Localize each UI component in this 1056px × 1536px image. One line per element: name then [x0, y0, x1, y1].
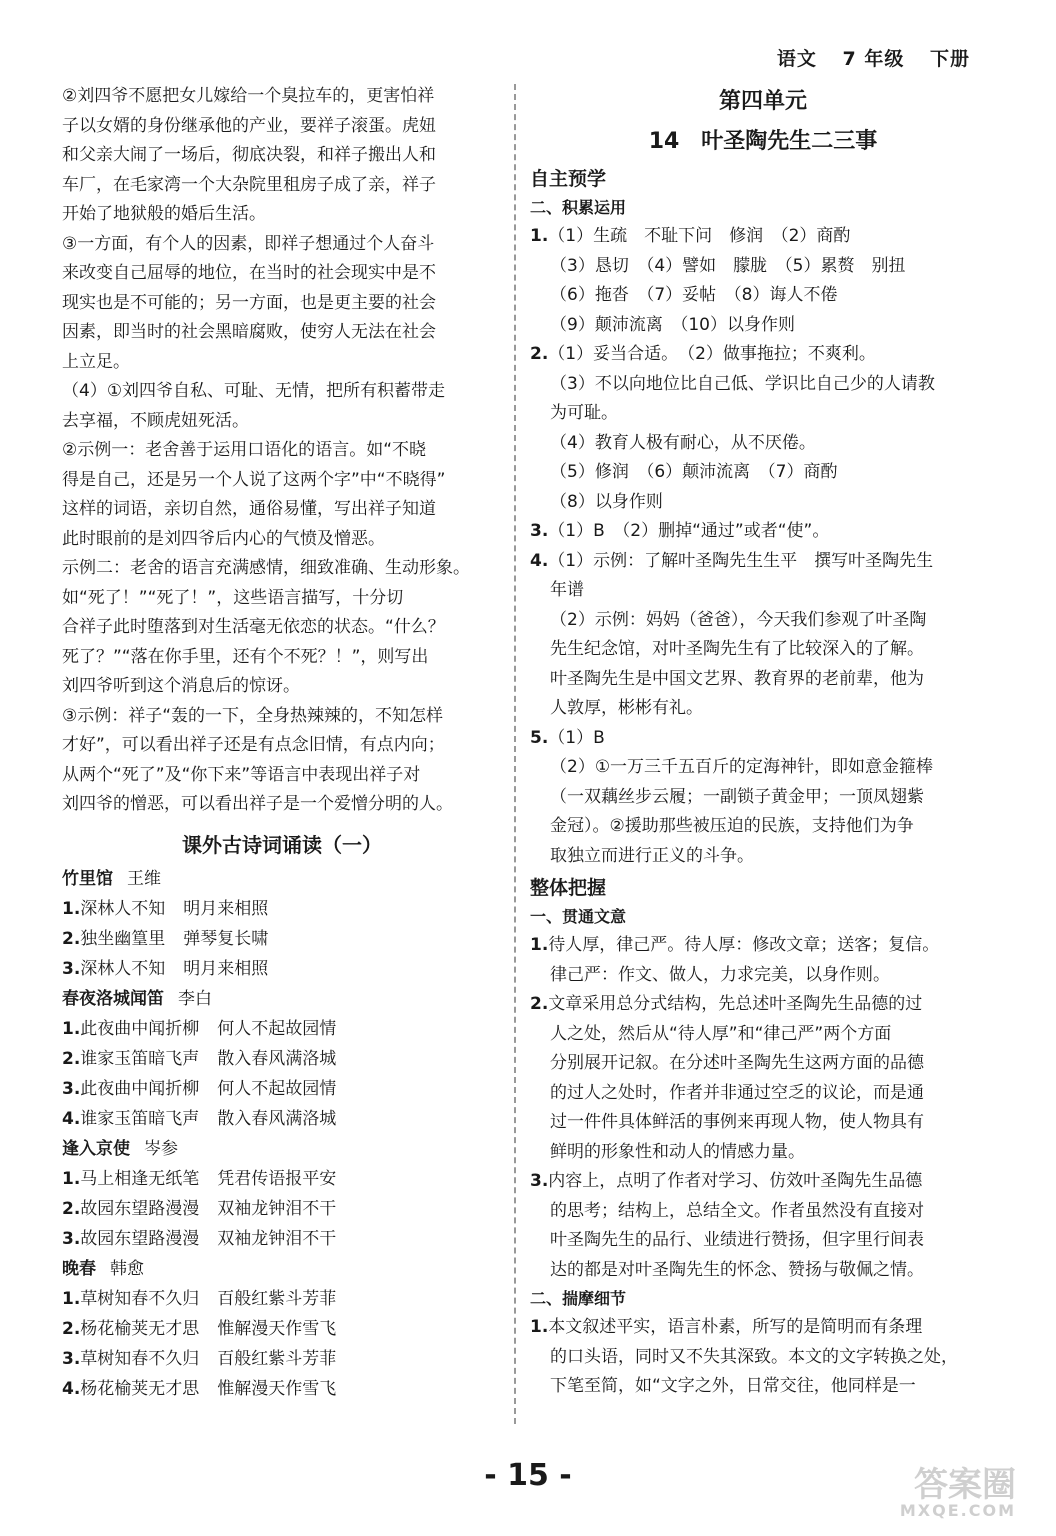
item-number: 2. — [530, 344, 549, 364]
item-number: 1. — [530, 1317, 549, 1337]
answer-text: 内容上，点明了作者对学习、仿效叶圣陶先生品德 — [548, 1171, 923, 1191]
text-line: 这样的词语，亲切自然，通俗易懂，写出祥子知道 — [62, 499, 436, 519]
answer-text: 人敦厚，彬彬有礼。 — [550, 698, 703, 718]
poem-line-b: 何人不起故园情 — [217, 1018, 337, 1039]
poem-line-a: 谁家玉笛暗飞声 — [80, 1108, 200, 1129]
answer-text: 律己严：作文、做人，力求完美，以身作则。 — [550, 964, 890, 985]
poem-line-a: 深林人不知 — [80, 898, 166, 919]
answer-text: （4）教育人极有耐心，从不厌倦。 — [550, 432, 816, 453]
poem-line-b: 明月来相照 — [183, 898, 269, 919]
answer-line — [530, 1372, 996, 1402]
answer-line — [530, 429, 996, 459]
poem-answer-row — [62, 1194, 502, 1224]
section-title-ancient-poems: 课外古诗词诵读（一） — [182, 832, 382, 857]
header-subject: 语文 — [776, 48, 817, 70]
answer-text: （3）不以向地位比自己低、学识比自己少的人请教 — [550, 373, 935, 394]
answer-text: （2）示例：妈妈（爸爸），今天我们参观了叶圣陶 — [550, 609, 927, 630]
text-line: 刘四爷的憎恶，可以看出祥子是一个爱憎分明的人。 — [62, 794, 453, 814]
poem-line-b: 弹琴复长啸 — [183, 928, 269, 949]
answer-text: 鲜明的形象性和动人的情感力量。 — [550, 1141, 805, 1162]
text-line: 子以女婿的身份继承他的产业，要祥子滚蛋。虎妞 — [62, 115, 436, 136]
poem-answer-row — [62, 1014, 502, 1044]
answer-line — [530, 1343, 996, 1373]
poem-line-b: 散入春风满洛城 — [217, 1108, 337, 1129]
item-number: 4. — [62, 1378, 81, 1399]
poem-line-b: 百般红紫斗芳菲 — [217, 1348, 337, 1369]
poem-answer-row — [62, 1284, 502, 1314]
poem-line-a: 故园东望路漫漫 — [80, 1198, 200, 1219]
item-number: 4. — [62, 1108, 81, 1129]
item-number: 3. — [62, 1228, 81, 1249]
subheading-details: 二、揣摩细节 — [530, 1289, 627, 1308]
poem-line-a: 深林人不知 — [80, 958, 166, 979]
poem-line-a: 谁家玉笛暗飞声 — [80, 1048, 200, 1069]
text-line: 来改变自己屈辱的地位，在当时的社会现实中是不 — [62, 263, 436, 283]
item-number: 1. — [530, 226, 549, 246]
poem-title — [62, 1254, 502, 1284]
item-number: 5. — [530, 727, 549, 748]
answer-text: 叶圣陶先生的品行、业绩进行赞扬，但字里行间表 — [550, 1230, 924, 1250]
text-line: 因素，即当时的社会黑暗腐败，使穷人无法在社会 — [62, 322, 436, 342]
text-line: 此时眼前的是刘四爷后内心的气愤及憎恶。 — [62, 528, 385, 549]
poem-line-a: 杨花榆荚无才思 — [80, 1378, 200, 1399]
answer-text: 年谱 — [550, 580, 584, 600]
poem-answer-row — [62, 894, 502, 924]
poem-line-a: 故园东望路漫漫 — [80, 1228, 200, 1249]
answer-text: （9）颠沛流离 （10）以身作则 — [550, 314, 795, 335]
poem-name: 春夜洛城闻笛 — [62, 988, 164, 1009]
answer-line — [530, 399, 996, 429]
answer-line — [530, 606, 996, 636]
answer-block-accumulation — [530, 222, 996, 871]
answer-text: （3）恳切 （4）譬如 朦胧 （5）累赘 别扭 — [550, 255, 906, 276]
text-line: 得是自己，还是另一个人说了这两个字”中“不晓得” — [62, 469, 446, 490]
answer-text: 的口头语，同时又不失其深致。本文的文字转换之处， — [550, 1346, 958, 1367]
answer-text: （1）B （2）删掉“通过”或者“使”。 — [548, 521, 830, 541]
poem-author: 李白 — [178, 988, 212, 1009]
answer-text: 先生纪念馆，对叶圣陶先生有了比较深入的了解。 — [550, 639, 924, 659]
answer-line — [530, 812, 996, 842]
page-number: - 15 - — [484, 1458, 572, 1493]
poem-answer-row — [62, 1374, 502, 1404]
page-header — [759, 44, 970, 71]
answer-text: 过一件件具体鲜活的事例来再现人物，使人物具有 — [550, 1112, 924, 1132]
poem-answer-row — [62, 1314, 502, 1344]
text-line: 才好”，可以看出祥子还是有点念旧情，有点内向； — [62, 735, 445, 755]
poem-line-b: 凭君传语报平安 — [217, 1168, 337, 1189]
poem-author: 岑参 — [144, 1138, 178, 1159]
answer-line — [530, 694, 996, 724]
answer-line — [530, 340, 996, 370]
poem-line-a: 草树知春不久归 — [80, 1288, 200, 1309]
answer-line — [530, 1313, 996, 1343]
item-number: 2. — [62, 1048, 81, 1069]
answer-line — [530, 990, 996, 1020]
text-line: 上立足。 — [62, 351, 130, 372]
answer-line — [530, 252, 996, 282]
text-line: 去享福，不顾虎妞死活。 — [62, 410, 249, 431]
text-line: 车厂，在毛家湾一个大杂院里租房子成了亲，祥子 — [62, 174, 436, 195]
answer-line — [530, 1197, 996, 1227]
answer-line — [530, 1049, 996, 1079]
text-line: 从两个“死了”及“你下来”等语言中表现出祥子对 — [62, 764, 421, 785]
poem-answer-row — [62, 924, 502, 954]
item-number: 2. — [62, 1318, 81, 1339]
header-grade: 7 年级 — [842, 48, 905, 70]
poem-title — [62, 984, 502, 1014]
text-line: 现实也是不可能的；另一方面，也是更主要的社会 — [62, 292, 436, 313]
poem-line-a: 此夜曲中闻折柳 — [80, 1078, 200, 1099]
poem-name: 竹里馆 — [62, 868, 113, 889]
poem-line-a: 杨花榆荚无才思 — [80, 1318, 200, 1339]
answer-text: 的思考；结构上，总结全文。作者虽然没有直接对 — [550, 1200, 924, 1221]
text-line: 合祥子此时堕落到对生活毫无依恋的状态。“什么？ — [62, 617, 445, 637]
poem-line-b: 明月来相照 — [183, 958, 269, 979]
answer-line — [530, 961, 996, 991]
answer-text: 的过人之处时，作者并非通过空乏的议论，而是通 — [550, 1082, 924, 1103]
header-volume: 下册 — [929, 48, 970, 70]
text-line: ③示例：祥子“轰的一下，全身热辣辣的，不知怎样 — [62, 705, 444, 726]
poem-author: 韩愈 — [110, 1258, 144, 1279]
item-number: 1. — [62, 1288, 81, 1309]
answer-text: （1）示例：了解叶圣陶先生生平 撰写叶圣陶先生 — [548, 550, 934, 571]
column-divider — [514, 84, 516, 1424]
poem-line-a: 此夜曲中闻折柳 — [80, 1018, 200, 1039]
subheading-understanding: 一、贯通文意 — [530, 907, 627, 926]
answer-text: 叶圣陶先生是中国文艺界、教育界的老前辈，他为 — [550, 668, 924, 689]
item-number: 1. — [62, 898, 81, 919]
poem-line-a: 独坐幽篁里 — [80, 928, 166, 949]
answer-text: 为可耻。 — [550, 403, 618, 423]
subheading-accumulation: 二、积累运用 — [530, 198, 627, 217]
answer-block-details — [530, 1313, 996, 1402]
answer-line — [530, 665, 996, 695]
watermark-main: 答案圈 — [914, 1465, 1016, 1505]
poem-answer-row — [62, 1104, 502, 1134]
item-number: 4. — [530, 550, 549, 571]
answer-line — [530, 1020, 996, 1050]
item-number: 3. — [62, 1348, 81, 1369]
poem-author: 王维 — [127, 868, 161, 889]
poem-title — [62, 1134, 502, 1164]
poem-answer-row — [62, 1224, 502, 1254]
unit-title: 第四单元 — [718, 89, 807, 114]
answer-line — [530, 842, 996, 872]
text-line: ②刘四爷不愿把女儿嫁给一个臭拉车的，更害怕祥 — [62, 86, 435, 106]
answer-text: （5）修润 （6）颠沛流离 （7）商酌 — [550, 462, 838, 482]
part-heading-self-study: 自主预学 — [530, 168, 607, 190]
answer-line — [530, 1167, 996, 1197]
answer-line — [530, 931, 996, 961]
poem-line-a: 马上相逢无纸笔 — [80, 1168, 200, 1189]
left-column — [62, 82, 502, 1404]
answer-line — [530, 458, 996, 488]
answer-text: 文章采用总分式结构，先总述叶圣陶先生品德的过 — [548, 994, 923, 1014]
item-number: 3. — [530, 1171, 549, 1191]
text-line: 刘四爷听到这个消息后的惊讶。 — [62, 676, 300, 696]
poem-line-b: 双袖龙钟泪不干 — [217, 1228, 337, 1249]
text-line: 死了？”“落在你手里，还有个不死？！”，则写出 — [62, 646, 429, 667]
poem-answer-row — [62, 1344, 502, 1374]
answer-line — [530, 635, 996, 665]
answer-line — [530, 576, 996, 606]
answer-line — [530, 1138, 996, 1168]
answer-text: 人之处，然后从“待人厚”和“律己严”两个方面 — [550, 1023, 892, 1044]
answer-line — [530, 370, 996, 400]
answer-text: 金冠）。②援助那些被压迫的民族，支持他们为争 — [550, 816, 914, 836]
answer-line — [530, 311, 996, 341]
answer-text: （8）以身作则 — [550, 491, 663, 512]
text-line: ②示例一：老舍善于运用口语化的语言。如“不晓 — [62, 440, 427, 460]
text-line: （4）①刘四爷自私、可耻、无情，把所有积蓄带走 — [62, 381, 446, 401]
answer-line — [530, 1079, 996, 1109]
answer-text: 取独立而进行正义的斗争。 — [550, 845, 754, 866]
answer-text: 本文叙述平实，语言朴素，所写的是简明而有条理 — [548, 1317, 923, 1337]
item-number: 2. — [62, 928, 81, 949]
answer-line — [530, 1226, 996, 1256]
answer-text: （一双藕丝步云履；一副锁子黄金甲；一顶凤翅紫 — [550, 786, 924, 807]
answer-text: （1）生疏 不耻下问 修润 （2）商酌 — [548, 226, 851, 246]
text-line: 和父亲大闹了一场后，彻底决裂，和祥子搬出人和 — [62, 145, 436, 165]
answer-line — [530, 1108, 996, 1138]
poem-name: 晚春 — [62, 1258, 96, 1279]
poem-line-a: 草树知春不久归 — [80, 1348, 200, 1369]
answer-line — [530, 753, 996, 783]
answer-line — [530, 281, 996, 311]
item-number: 1. — [62, 1168, 81, 1189]
poem-answer-row — [62, 954, 502, 984]
poem-title — [62, 864, 502, 894]
poem-answer-row — [62, 1164, 502, 1194]
answer-line — [530, 517, 996, 547]
answer-text: 分别展开记叙。在分述叶圣陶先生这两方面的品德 — [550, 1053, 924, 1073]
item-number: 3. — [62, 958, 81, 979]
poem-line-b: 双袖龙钟泪不干 — [217, 1198, 337, 1219]
poem-answer-row — [62, 1074, 502, 1104]
lesson-title: 14 叶圣陶先生二三事 — [648, 129, 878, 154]
text-line: ③一方面，有个人的因素，即祥子想通过个人奋斗 — [62, 233, 435, 254]
part-heading-overall: 整体把握 — [530, 877, 607, 899]
poem-line-b: 惟解漫天作雪飞 — [217, 1318, 337, 1339]
answer-block-understanding — [530, 931, 996, 1285]
answer-text: （1）妥当合适。 （2）做事拖拉；不爽利。 — [548, 344, 876, 364]
left-answer-text — [62, 82, 502, 820]
answer-text: （1）B — [548, 727, 605, 748]
answer-line — [530, 724, 996, 754]
watermark-sub: MXQE.COM — [899, 1501, 1016, 1520]
answer-line — [530, 783, 996, 813]
poem-line-b: 百般红紫斗芳菲 — [217, 1288, 337, 1309]
item-number: 3. — [62, 1078, 81, 1099]
right-column — [530, 82, 996, 1402]
poem-line-b: 散入春风满洛城 — [217, 1048, 337, 1069]
answer-line — [530, 547, 996, 577]
poem-line-b: 何人不起故园情 — [217, 1078, 337, 1099]
answer-text: 下笔至简，如“文字之外，日常交往，他同样是一 — [550, 1376, 916, 1396]
watermark-logo — [866, 1465, 1016, 1530]
text-line: 开始了地狱般的婚后生活。 — [62, 204, 266, 224]
item-number: 1. — [530, 935, 549, 955]
answer-text: 待人厚，律己严。待人厚：修改文章；送客；复信。 — [548, 935, 940, 955]
answer-line — [530, 1256, 996, 1286]
item-number: 2. — [530, 994, 549, 1014]
answer-text: （2）①一万三千五百斤的定海神针，即如意金箍棒 — [550, 757, 934, 777]
poem-line-b: 惟解漫天作雪飞 — [217, 1378, 337, 1399]
text-line: 示例二：老舍的语言充满感情，细致准确、生动形象。 — [62, 558, 470, 578]
item-number: 2. — [62, 1198, 81, 1219]
text-line: 如“死了！”“死了！”，这些语言描写，十分切 — [62, 587, 404, 608]
answer-text: 达的都是对叶圣陶先生的怀念、赞扬与敬佩之情。 — [550, 1259, 924, 1280]
answer-text: （6）拖沓 （7）妥帖 （8）诲人不倦 — [550, 285, 838, 305]
poem-list — [62, 864, 502, 1404]
item-number: 1. — [62, 1018, 81, 1039]
poem-answer-row — [62, 1044, 502, 1074]
poem-name: 逢入京使 — [62, 1138, 130, 1159]
answer-line — [530, 222, 996, 252]
item-number: 3. — [530, 521, 549, 541]
answer-line — [530, 488, 996, 518]
